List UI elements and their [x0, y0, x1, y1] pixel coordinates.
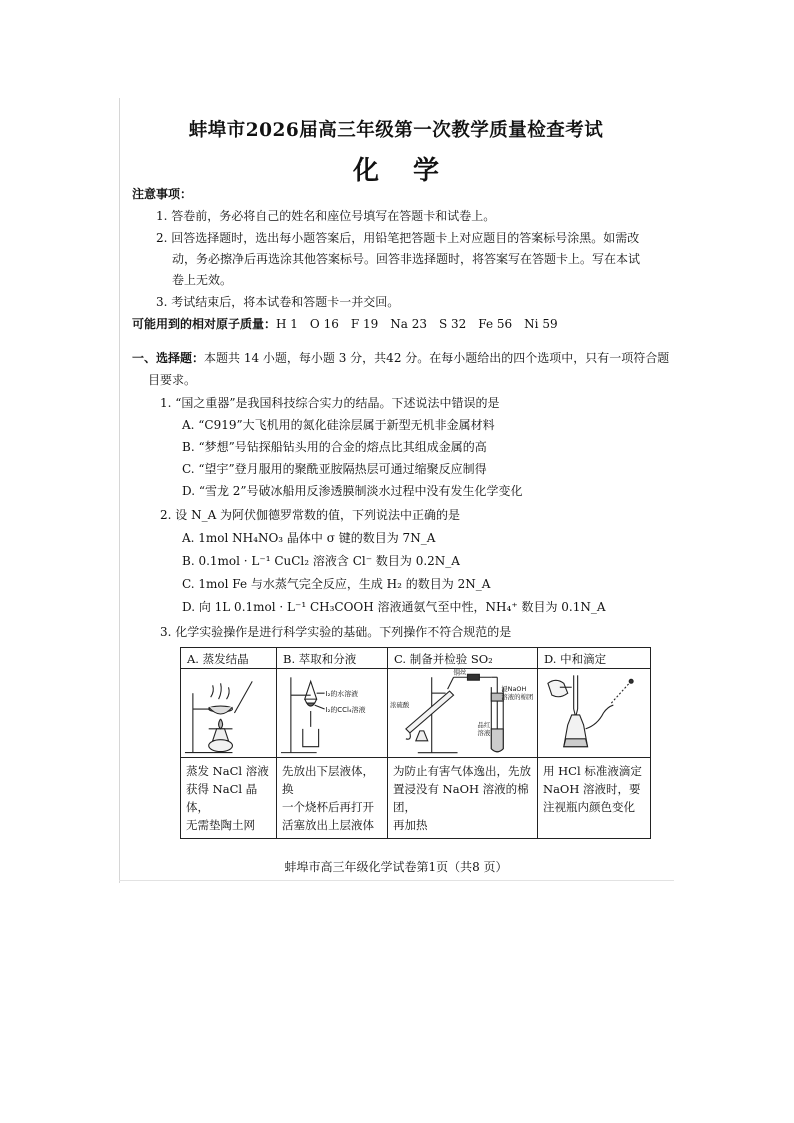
titration-figure — [538, 669, 650, 757]
label-naoh-cotton-line1: 浸NaOH — [501, 685, 527, 694]
label-copper-wire: 铜丝 — [453, 669, 467, 677]
note-item-2-cont2: 卷上无效。 — [172, 273, 233, 287]
caption-c-line1: 为防止有害气体逸出，先放 — [393, 764, 531, 778]
table-header-c: C. 制备并检验 SO₂ — [388, 648, 538, 669]
label-fuchsin-line2: 溶液 — [477, 728, 491, 737]
label-naoh-cotton-line2: 溶液的棉团 — [501, 693, 534, 702]
question-3-stem: 3. 化学实验操作是进行科学实验的基础。下列操作不符合规范的是 — [160, 625, 512, 639]
caption-b — [277, 758, 388, 839]
page-footer: 蚌埠市高三年级化学试卷第1页（共8 页） — [284, 860, 508, 874]
caption-c-line2: 置浸没有 NaOH 溶液的棉团， — [393, 782, 529, 814]
figure-so2-preparation — [388, 669, 538, 758]
note-item-3: 3. 考试结束后，将本试卷和答题卡一并交回。 — [156, 295, 400, 309]
caption-b-line1: 先放出下层液体，换 — [282, 764, 374, 796]
figure-evaporation — [181, 669, 277, 758]
caption-a-line3: 无需垫陶土网 — [186, 818, 255, 832]
note-item-1: 1. 答卷前，务必将自己的姓名和座位号填写在答题卡和试卷上。 — [156, 209, 496, 223]
caption-a-line1: 蒸发 NaCl 溶液 — [186, 764, 269, 778]
caption-a — [181, 758, 277, 839]
section-intro — [132, 350, 669, 366]
question-2-option-b: B. 0.1mol · L⁻¹ CuCl₂ 溶液含 Cl⁻ 数目为 0.2N_A — [182, 554, 460, 568]
notes-heading: 注意事项： — [132, 187, 193, 201]
atomic-mass-values: H 1 O 16 F 19 Na 23 S 32 Fe 56 Ni 59 — [276, 317, 558, 331]
note-item-2-cont: 动，务必擦净后再选涂其他答案标号。回答非选择题时，将答案写在答题卡上。写在本试 — [172, 252, 641, 266]
atomic-mass-label: 可能用到的相对原子质量： — [132, 317, 277, 331]
section-intro-cont: 目要求。 — [148, 373, 197, 387]
question-1-stem: 1. “国之重器”是我国科技综合实力的结晶。下述说法中错误的是 — [160, 396, 500, 410]
caption-d-line2: NaOH 溶液时，要 — [543, 782, 641, 796]
question-1-option-b: B. “梦想”号钻探船钻头用的合金的熔点比其组成金属的高 — [182, 440, 487, 454]
note-item-2: 2. 回答选择题时，选出每小题答案后，用铅笔把答题卡上对应题目的答案标号涂黑。如需改 — [156, 231, 640, 245]
question-1-option-c: C. “望宇”登月服用的聚酰亚胺隔热层可通过缩聚反应制得 — [182, 462, 487, 476]
caption-c — [388, 758, 538, 839]
table-header-b: B. 萃取和分液 — [277, 648, 388, 669]
exam-page — [120, 98, 672, 883]
label-conc-sulfuric: 浓硫酸 — [389, 701, 410, 710]
label-iodine-water: I₂的水溶液 — [325, 690, 359, 699]
question-1-option-a: A. “C919”大飞机用的氮化硅涂层属于新型无机非金属材料 — [182, 418, 495, 432]
label-fuchsin-line1: 品红 — [477, 720, 491, 729]
question-1-option-d: D. “雪龙 2”号破冰船用反渗透膜制淡水过程中没有发生化学变化 — [182, 484, 523, 498]
exam-title: 蚌埠市2026届高三年级第一次教学质量检查考试 — [188, 120, 604, 141]
caption-a-line2: 获得 NaCl 晶体， — [186, 782, 258, 814]
label-iodine-ccl4: I₂的CCl₄溶液 — [325, 706, 366, 715]
atomic-mass-line — [132, 316, 558, 332]
section-intro-text: 本题共 14 小题，每小题 3 分，共42 分。在每小题给出的四个选项中，只有一项符合题 — [204, 351, 670, 365]
question-2-option-a: A. 1mol NH₄NO₃ 晶体中 σ 键的数目为 7N_A — [182, 531, 436, 545]
exam-subject: 化学 — [352, 156, 473, 186]
figure-titration — [538, 669, 651, 758]
separatory-funnel-figure — [277, 669, 387, 757]
question-2-option-c: C. 1mol Fe 与水蒸气完全反应，生成 H₂ 的数目为 2N_A — [182, 577, 491, 591]
evaporation-apparatus-figure — [181, 669, 276, 757]
caption-b-line2: 一个烧杯后再打开 — [282, 800, 374, 814]
table-header-d: D. 中和滴定 — [538, 648, 651, 669]
figure-separatory-funnel — [277, 669, 388, 758]
caption-d-line3: 注视瓶内颜色变化 — [543, 800, 635, 814]
caption-c-line3: 再加热 — [393, 818, 428, 832]
question-2-option-d: D. 向 1L 0.1mol · L⁻¹ CH₃COOH 溶液通氨气至中性，NH₄⁺ 数目为 0.1N_A — [182, 600, 606, 614]
caption-d — [538, 758, 651, 839]
table-header-a: A. 蒸发结晶 — [181, 648, 277, 669]
caption-b-line3: 活塞放出上层液体 — [282, 818, 374, 832]
section-heading: 一、选择题： — [132, 351, 205, 365]
question-3-table — [180, 647, 651, 839]
caption-d-line1: 用 HCl 标准液滴定 — [543, 764, 642, 778]
so2-apparatus-figure — [388, 669, 537, 757]
question-2-stem: 2. 设 N_A 为阿伏伽德罗常数的值，下列说法中正确的是 — [160, 508, 461, 522]
